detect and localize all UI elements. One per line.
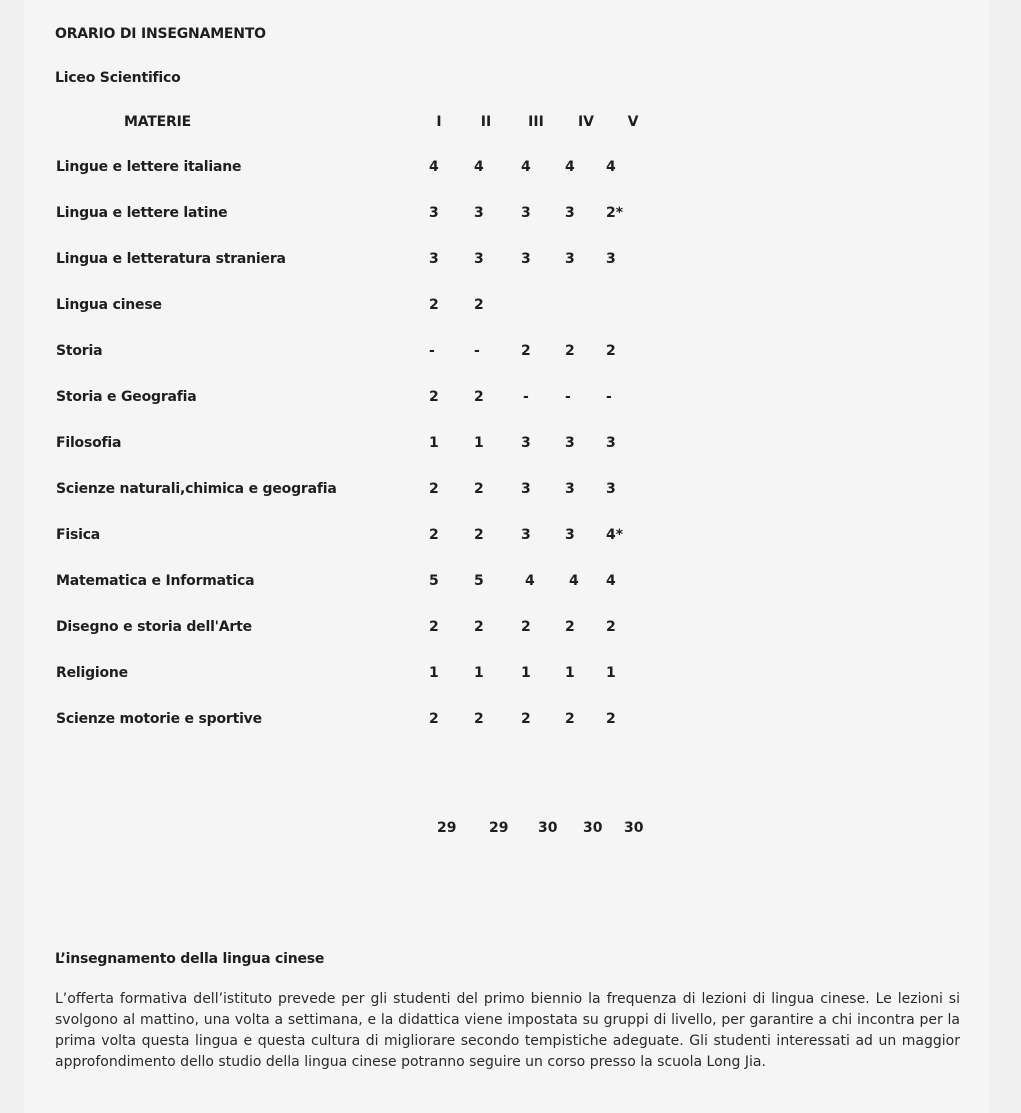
hours-cell: 2 bbox=[429, 389, 439, 405]
hours-cell: 2 bbox=[521, 619, 531, 635]
hours-cell: 4 bbox=[525, 573, 535, 589]
hours-cell: 3 bbox=[606, 481, 616, 497]
hours-cell: 3 bbox=[606, 435, 616, 451]
total-cell: 29 bbox=[437, 820, 457, 836]
hours-cell: 2 bbox=[565, 619, 575, 635]
total-cell: 30 bbox=[624, 820, 644, 836]
subject-name: Scienze motorie e sportive bbox=[56, 711, 262, 727]
total-cell: 29 bbox=[489, 820, 509, 836]
hours-cell: 2* bbox=[606, 205, 624, 221]
total-cell: 30 bbox=[583, 820, 603, 836]
hours-cell: 3 bbox=[565, 435, 575, 451]
table-row bbox=[24, 159, 724, 179]
year-header-4: IV bbox=[577, 114, 595, 130]
hours-cell: - bbox=[474, 343, 480, 359]
subject-name: Storia e Geografia bbox=[56, 389, 197, 405]
hours-cell: 1 bbox=[521, 665, 531, 681]
table-row bbox=[24, 343, 724, 363]
table-row bbox=[24, 435, 724, 455]
subject-column-header: MATERIE bbox=[124, 114, 191, 130]
section-paragraph: L’offerta formativa dell’istituto prevede per gli studenti del primo biennio la frequenza di lezioni di lingua cinese. Le lezioni si svolgono al mattino, una volta a settimana, e la didattica viene impostata su gruppi di livello, per garantire a chi incontra per la prima volta questa lingua e questa cultura di migliorare secondo tempistiche adeguate. Gli studenti interessati ad un maggior approfondimento dello studio della lingua cinese potranno seguire un corso presso la scuola Long Jia. bbox=[55, 991, 960, 1070]
hours-cell: 2 bbox=[429, 619, 439, 635]
table-row bbox=[24, 481, 724, 501]
hours-cell: 4* bbox=[606, 527, 624, 543]
hours-cell: 1 bbox=[606, 665, 616, 681]
hours-cell: 2 bbox=[474, 527, 484, 543]
hours-cell: 3 bbox=[521, 251, 531, 267]
page bbox=[24, 0, 989, 1113]
hours-cell: 3 bbox=[606, 251, 616, 267]
hours-cell: 2 bbox=[429, 711, 439, 727]
hours-cell: 3 bbox=[474, 251, 484, 267]
hours-cell: 3 bbox=[565, 205, 575, 221]
table-row bbox=[24, 389, 724, 409]
section-title: L’insegnamento della lingua cinese bbox=[55, 951, 325, 967]
subject-name: Matematica e Informatica bbox=[56, 573, 255, 589]
subject-name: Disegno e storia dell'Arte bbox=[56, 619, 252, 635]
subject-name: Lingua e letteratura straniera bbox=[56, 251, 286, 267]
hours-cell: 4 bbox=[429, 159, 439, 175]
hours-cell: 3 bbox=[521, 205, 531, 221]
subject-name: Storia bbox=[56, 343, 103, 359]
hours-cell: 2 bbox=[474, 389, 484, 405]
hours-cell: - bbox=[565, 389, 571, 405]
subject-name: Filosofia bbox=[56, 435, 122, 451]
hours-cell: 2 bbox=[606, 343, 616, 359]
hours-cell: 2 bbox=[429, 297, 439, 313]
hours-cell: - bbox=[429, 343, 435, 359]
year-header-5: V bbox=[627, 114, 639, 130]
subject-name: Religione bbox=[56, 665, 128, 681]
hours-cell: 4 bbox=[606, 159, 616, 175]
hours-cell: - bbox=[606, 389, 612, 405]
hours-cell: 4 bbox=[521, 159, 531, 175]
table-row bbox=[24, 711, 724, 731]
hours-cell: 4 bbox=[565, 159, 575, 175]
year-header-3: III bbox=[528, 114, 544, 130]
hours-cell: 3 bbox=[521, 527, 531, 543]
hours-cell: 3 bbox=[429, 205, 439, 221]
subject-name: Lingue e lettere italiane bbox=[56, 159, 242, 175]
hours-cell: 1 bbox=[429, 435, 439, 451]
hours-cell: 2 bbox=[474, 481, 484, 497]
hours-cell: 1 bbox=[474, 665, 484, 681]
subject-name: Fisica bbox=[56, 527, 101, 543]
year-header-1: I bbox=[436, 114, 442, 130]
hours-cell: 2 bbox=[429, 527, 439, 543]
table-row bbox=[24, 527, 724, 547]
hours-cell: 2 bbox=[606, 711, 616, 727]
hours-cell: 3 bbox=[474, 205, 484, 221]
page-title: ORARIO DI INSEGNAMENTO bbox=[55, 26, 266, 42]
hours-cell: 4 bbox=[606, 573, 616, 589]
hours-cell: 3 bbox=[565, 481, 575, 497]
total-cell: 30 bbox=[538, 820, 558, 836]
hours-cell: 2 bbox=[606, 619, 616, 635]
hours-cell: 5 bbox=[429, 573, 439, 589]
hours-cell: 4 bbox=[569, 573, 579, 589]
hours-cell: 3 bbox=[565, 527, 575, 543]
hours-cell: 1 bbox=[565, 665, 575, 681]
table-row bbox=[24, 619, 724, 639]
hours-cell: 1 bbox=[429, 665, 439, 681]
table-row bbox=[24, 251, 724, 271]
table-row bbox=[24, 205, 724, 225]
table-row bbox=[24, 573, 724, 593]
hours-cell: 5 bbox=[474, 573, 484, 589]
subject-name: Lingua cinese bbox=[56, 297, 162, 313]
hours-cell: 2 bbox=[521, 711, 531, 727]
hours-cell: 2 bbox=[474, 711, 484, 727]
hours-cell: 2 bbox=[429, 481, 439, 497]
hours-cell: 2 bbox=[521, 343, 531, 359]
table-row bbox=[24, 297, 724, 317]
table-row bbox=[24, 665, 724, 685]
hours-cell: 2 bbox=[474, 297, 484, 313]
hours-cell: - bbox=[523, 389, 529, 405]
subject-name: Lingua e lettere latine bbox=[56, 205, 228, 221]
hours-cell: 1 bbox=[474, 435, 484, 451]
hours-cell: 3 bbox=[521, 435, 531, 451]
hours-cell: 2 bbox=[565, 343, 575, 359]
subject-name: Scienze naturali,chimica e geografia bbox=[56, 481, 337, 497]
hours-cell: 3 bbox=[565, 251, 575, 267]
hours-cell: 4 bbox=[474, 159, 484, 175]
hours-cell: 2 bbox=[474, 619, 484, 635]
hours-cell: 3 bbox=[429, 251, 439, 267]
hours-cell: 3 bbox=[521, 481, 531, 497]
hours-cell: 2 bbox=[565, 711, 575, 727]
year-header-2: II bbox=[480, 114, 492, 130]
page-subtitle: Liceo Scientifico bbox=[55, 70, 181, 86]
